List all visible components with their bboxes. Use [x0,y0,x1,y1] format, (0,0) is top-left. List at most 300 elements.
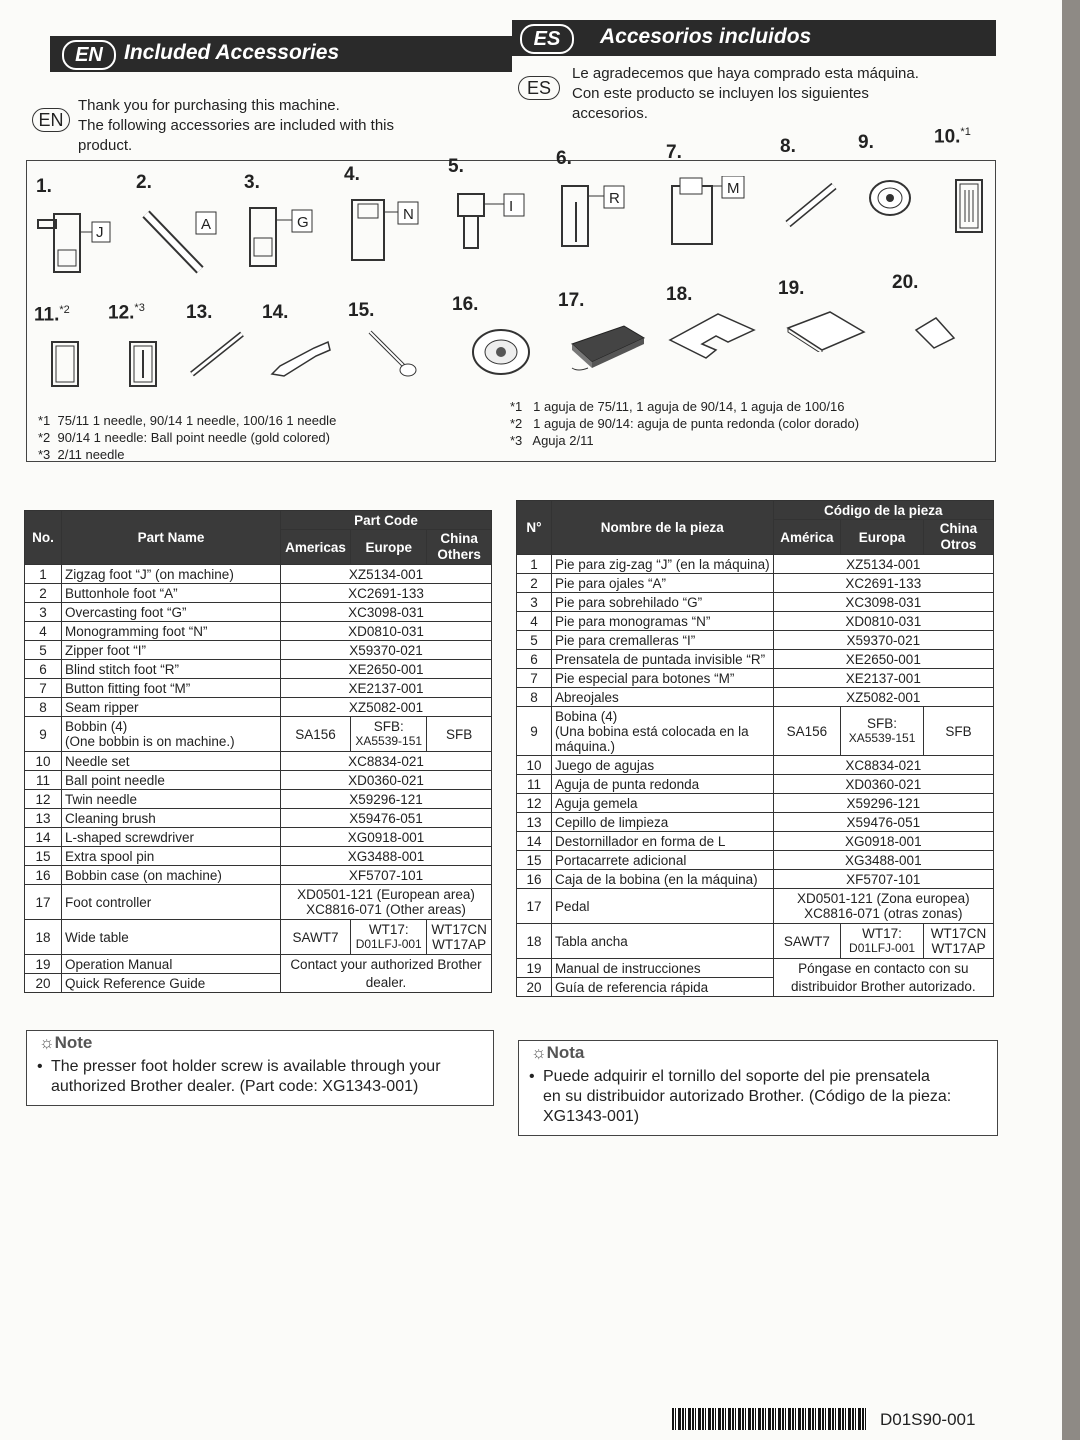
part-code: XZ5134-001 [773,555,993,574]
es-header-bar [512,20,996,56]
part-code: X59476-051 [773,813,993,832]
row-number: 17 [517,889,552,924]
zipper-foot-icon [450,190,534,261]
table-row [25,828,492,847]
item-number-text: 9. [858,132,874,153]
en-intro-badge: EN [32,108,70,132]
code-americas: SAWT7 [281,920,351,955]
row-number: 14 [25,828,62,847]
row-number: 10 [517,756,552,775]
note-line [529,1067,951,1087]
table-row [517,574,994,593]
code-line: XA5539-151 [848,731,916,745]
document-code: D01S90-001 [880,1410,976,1429]
code-line: WT17AP [931,941,986,956]
footnote: *1 1 aguja de 75/11, 1 aguja de 90/14, 1 aguja de 100/16 [510,399,845,414]
footnote: *1 75/11 1 needle, 90/14 1 needle, 100/16 1 needle [38,413,337,428]
header-part-code: Part Code [281,511,492,530]
note-line [37,1057,441,1077]
part-name: Manual de instrucciones [552,959,774,978]
table-row [517,978,994,997]
item-letter: M [727,180,740,197]
table-row [517,593,994,612]
blind-stitch-foot-icon [556,182,640,253]
note-line-text: The presser foot holder screw is available through your [51,1058,441,1075]
item-number [780,136,796,158]
table-row [517,832,994,851]
part-name: Cleaning brush [62,809,281,828]
table-row [517,794,994,813]
part-name [62,717,281,752]
header-europe: Europe [351,530,427,565]
part-code: XD0360-021 [773,775,993,794]
part-name: Button fitting foot “M” [62,679,281,698]
item-number [348,300,374,322]
part-code: XC8834-021 [773,756,993,775]
item-number-text: 4. [344,164,360,185]
part-name: Ball point needle [62,771,281,790]
part-code: XE2137-001 [773,669,993,688]
en-section-title: Included Accessories [124,41,340,64]
table-row [517,555,994,574]
table-row [25,679,492,698]
row-number: 5 [517,631,552,650]
row-number: 8 [517,688,552,707]
item-number [186,302,212,324]
row-number: 7 [517,669,552,688]
part-code: XZ5134-001 [281,565,492,584]
part-code: X59370-021 [773,631,993,650]
item-number [666,284,692,306]
part-name-line: (One bobbin is on machine.) [65,734,235,749]
table-row [517,870,994,889]
item-number-text: 19. [778,278,805,299]
part-code: XG0918-001 [281,828,492,847]
part-code: XF5707-101 [281,866,492,885]
row-number: 4 [25,622,62,641]
table-row [517,669,994,688]
code-line: D01LFJ-001 [849,941,916,955]
code-line: SFB: [373,719,404,734]
row-number: 15 [25,847,62,866]
table-row [25,698,492,717]
item-number [778,278,804,300]
item-footnote-ref: *2 [59,304,70,316]
row-number: 7 [25,679,62,698]
part-code: XE2650-001 [773,650,993,669]
code-line: D01LFJ-001 [355,937,422,951]
part-code: XE2650-001 [281,660,492,679]
row-number: 9 [517,707,552,756]
barcode-icon [672,1408,868,1430]
row-number: 17 [25,885,62,920]
twin-needle-icon [128,340,158,393]
es-parts-table [516,500,994,997]
item-number [666,142,682,164]
row-number: 20 [25,974,62,993]
part-name: Pie para zig-zag “J” (en la máquina) [552,555,774,574]
es-intro-line: Le agradecemos que haya comprado esta máquina. [572,65,919,82]
footnote: *2 1 aguja de 90/14: aguja de punta redonda (color dorado) [510,416,860,431]
item-number [244,172,260,194]
row-number: 4 [517,612,552,631]
es-rows-1-8 [517,555,994,707]
en-header-bar [50,36,512,72]
row-number: 1 [517,555,552,574]
row-number: 8 [25,698,62,717]
cleaning-brush-icon [188,330,248,383]
code-line: XC8816-071 (otras zonas) [804,906,963,921]
table-row [25,809,492,828]
part-name: Operation Manual [62,955,281,974]
part-name: L-shaped screwdriver [62,828,281,847]
en-parts-table [24,510,492,993]
table-row [517,688,994,707]
item-number [136,172,152,194]
note-line: authorized Brother dealer. (Part code: XG1343-001) [51,1078,419,1095]
monogramming-foot-icon [346,196,430,267]
seam-ripper-icon [782,180,842,235]
part-name: Pie para sobrehilado “G” [552,593,774,612]
lightbulb-icon: ☼ [531,1043,547,1062]
item-number-text: 8. [780,136,796,157]
item-number [344,164,360,186]
note-line: XG1343-001) [543,1108,640,1125]
code-china-otros [923,924,993,959]
item-footnote-ref: *3 [134,302,145,314]
table-row [25,885,492,920]
code-china-others [427,920,492,955]
row-number: 12 [25,790,62,809]
header-no: N° [517,501,552,555]
es-intro-text [572,64,919,124]
table-row [517,650,994,669]
part-name: Cepillo de limpieza [552,813,774,832]
table-row [517,775,994,794]
table-row [25,790,492,809]
en-intro-text [78,96,394,156]
item-number-text: 11. [34,304,60,326]
row-number: 5 [25,641,62,660]
part-name: Foot controller [62,885,281,920]
item-number [36,176,52,198]
part-name: Pie para monogramas “N” [552,612,774,631]
header-europa: Europa [841,520,924,555]
row-number: 16 [517,870,552,889]
table-row [25,584,492,603]
part-name-line: máquina.) [555,738,616,754]
table-row [25,752,492,771]
code-line: SFB: [867,716,898,731]
item-number [558,290,584,312]
part-name: Monogramming foot “N” [62,622,281,641]
item-footnote-ref: *1 [960,126,971,138]
item-number [452,294,478,316]
row-number: 16 [25,866,62,885]
item-letter: I [509,198,514,215]
item-number-text: 14. [262,302,289,323]
row-number: 15 [517,851,552,870]
part-name: Prensatela de puntada invisible “R” [552,650,774,669]
table-row [517,851,994,870]
item-number-text: 6. [556,148,572,169]
item-number-text: 15. [348,300,375,321]
item-letter: A [201,216,212,233]
overcasting-foot-icon [240,204,324,275]
table-row [517,959,994,978]
part-code: XG3488-001 [773,851,993,870]
es-intro-line: accesorios. [572,105,648,122]
table-row [25,565,492,584]
note-en-box [26,1030,494,1106]
row-number: 19 [25,955,62,974]
note-es-body [529,1067,952,1127]
row-number: 18 [517,924,552,959]
code-line: WT17CN [930,926,987,941]
row-number: 13 [517,813,552,832]
bobbin-icon [866,176,914,225]
es-rows-10-16 [517,756,994,889]
table-row [25,847,492,866]
part-name: Pedal [552,889,774,924]
en-intro-line: The following accessories are included with this [78,117,394,134]
part-code: Contact your authorized Brother [281,955,492,974]
en-rows-10-16 [25,752,492,885]
note-en-title [39,1033,92,1053]
wide-table-icon [668,310,758,367]
row-number: 6 [517,650,552,669]
footnote: *3 2/11 needle [38,447,125,462]
button-fitting-foot-icon [666,176,750,251]
spool-pin-icon [366,328,422,385]
item-number-text: 7. [666,142,682,163]
table-row [25,866,492,885]
code-america: SAWT7 [773,924,841,959]
row-number: 2 [25,584,62,603]
header-americas: Americas [281,530,351,565]
part-name: Aguja gemela [552,794,774,813]
header-america: América [773,520,841,555]
part-code: XG0918-001 [773,832,993,851]
part-code: X59296-121 [281,790,492,809]
table-row [25,771,492,790]
part-code: X59476-051 [281,809,492,828]
part-name [552,707,774,756]
note-es-box [518,1040,998,1136]
table-row [517,756,994,775]
row-number: 12 [517,794,552,813]
part-code: XF5707-101 [773,870,993,889]
item-number [34,304,70,326]
item-number-text: 10. [934,126,961,148]
bullet-icon: • [37,1058,43,1075]
item-number [934,126,971,148]
part-code: XC3098-031 [773,593,993,612]
item-number-text: 17. [558,290,585,311]
es-intro-badge: ES [518,76,560,100]
table-row [517,813,994,832]
item-number-text: 12. [108,302,135,324]
code-europa [841,707,924,756]
header-china-others: China Others [427,530,492,565]
part-name: Quick Reference Guide [62,974,281,993]
item-number-text: 18. [666,284,693,305]
part-name-line: (Una bobina está colocada en la [555,723,749,739]
part-code: Póngase en contacto con su [773,959,993,978]
part-name: Guía de referencia rápida [552,978,774,997]
part-code: XC3098-031 [281,603,492,622]
en-intro-line: Thank you for purchasing this machine. [78,97,340,114]
item-number [108,302,145,324]
table-row [517,924,994,959]
part-name: Needle set [62,752,281,771]
part-code: X59296-121 [773,794,993,813]
item-letter: G [297,214,309,231]
item-number-text: 13. [186,302,213,323]
part-name: Bobbin case (on machine) [62,866,281,885]
footnote: *2 90/14 1 needle: Ball point needle (gold colored) [38,430,330,445]
table-row [517,889,994,924]
code-europe [351,717,427,752]
en-language-badge: EN [62,40,116,70]
header-no: No. [25,511,62,565]
part-name: Aguja de punta redonda [552,775,774,794]
row-number: 6 [25,660,62,679]
item-letter: R [609,190,620,207]
row-number: 19 [517,959,552,978]
part-name: Seam ripper [62,698,281,717]
part-name: Zigzag foot “J” (on machine) [62,565,281,584]
quick-reference-icon [914,316,956,355]
es-intro-line: Con este producto se incluyen los siguientes [572,85,869,102]
item-number-text: 3. [244,172,260,193]
code-line: XC8816-071 (Other areas) [306,902,466,917]
item-number [448,156,464,178]
header-part-code: Código de la pieza [773,501,993,520]
item-letter: J [96,224,104,241]
part-name: Pie para cremalleras “I” [552,631,774,650]
code-line: WT17: [368,922,409,937]
en-intro-line: product. [78,137,133,154]
code-europe [351,920,427,955]
footnote: *3 Aguja 2/11 [510,433,594,448]
item-number [262,302,288,324]
table-row [25,920,492,955]
part-name: Tabla ancha [552,924,774,959]
es-language-badge: ES [520,24,574,54]
code-americas: SA156 [281,717,351,752]
part-name: Pie para ojales “A” [552,574,774,593]
code-line: XA5539-151 [355,734,423,748]
part-name: Juego de agujas [552,756,774,775]
row-number: 18 [25,920,62,955]
operation-manual-icon [786,310,866,357]
part-name-line: Bobbin (4) [65,719,128,734]
table-row [517,707,994,756]
note-line-text: Puede adquirir el tornillo del soporte del pie prensatela [543,1068,930,1085]
code-europa [841,924,924,959]
part-code: XC8834-021 [281,752,492,771]
part-name-line: Bobina (4) [555,708,618,724]
part-name: Abreojales [552,688,774,707]
row-number: 9 [25,717,62,752]
part-code: XZ5082-001 [773,688,993,707]
table-row [25,603,492,622]
part-code: XC2691-133 [773,574,993,593]
code-america: SA156 [773,707,841,756]
item-number-text: 16. [452,294,479,315]
part-code [773,889,993,924]
code-line: WT17AP [432,937,487,952]
part-name: Blind stitch foot “R” [62,660,281,679]
row-number: 20 [517,978,552,997]
part-code: XD0360-021 [281,771,492,790]
needle-set-icon [954,178,984,239]
item-number-text: 20. [892,272,919,293]
row-number: 13 [25,809,62,828]
note-title-text: Nota [546,1043,585,1062]
note-es-title [531,1043,584,1063]
en-rows-1-8 [25,565,492,717]
table-row [517,631,994,650]
row-number: 2 [517,574,552,593]
ball-point-needle-icon [50,340,80,393]
part-code: dealer. [281,974,492,993]
item-number [892,272,918,294]
item-number [858,132,874,154]
part-code: XZ5082-001 [281,698,492,717]
table-row [25,641,492,660]
part-name: Destornillador en forma de L [552,832,774,851]
item-number-text: 1. [36,176,52,197]
part-name: Caja de la bobina (en la máquina) [552,870,774,889]
code-line: XD0501-121 (European area) [297,887,475,902]
part-name: Buttonhole foot “A” [62,584,281,603]
part-code: X59370-021 [281,641,492,660]
header-china-otros: China Otros [923,520,993,555]
bullet-icon: • [529,1068,535,1085]
code-line: WT17CN [431,922,487,937]
item-number-text: 5. [448,156,464,177]
part-code: XD0810-031 [773,612,993,631]
part-name: Twin needle [62,790,281,809]
table-row [25,955,492,974]
note-en-body [37,1057,441,1097]
bobbin-case-icon [470,326,532,383]
part-name: Wide table [62,920,281,955]
foot-controller-icon [568,318,648,379]
code-china-others: SFB [427,717,492,752]
table-row [25,974,492,993]
part-code: XE2137-001 [281,679,492,698]
note-title-text: Note [54,1033,93,1052]
part-code: XD0810-031 [281,622,492,641]
code-line: WT17: [862,926,902,941]
table-row [25,660,492,679]
row-number: 1 [25,565,62,584]
row-number: 10 [25,752,62,771]
part-name: Extra spool pin [62,847,281,866]
row-number: 3 [517,593,552,612]
zigzag-foot-icon [34,210,118,281]
header-part-name: Nombre de la pieza [552,501,774,555]
note-line: en su distribuidor autorizado Brother. (Código de la pieza: [543,1088,952,1105]
es-section-title: Accesorios incluidos [600,25,812,48]
table-row [25,622,492,641]
row-number: 11 [25,771,62,790]
part-code [281,885,492,920]
row-number: 3 [25,603,62,622]
